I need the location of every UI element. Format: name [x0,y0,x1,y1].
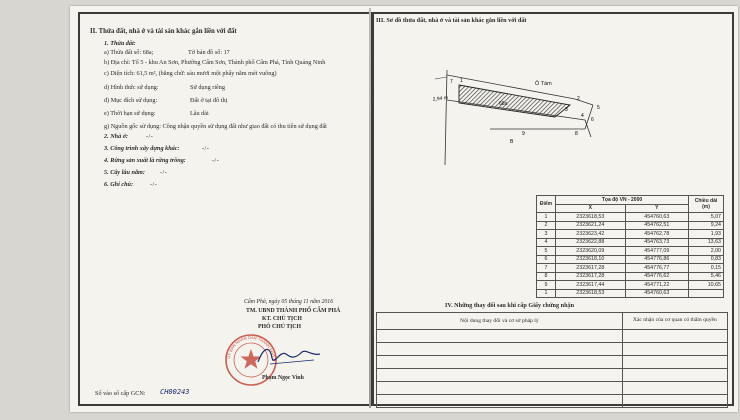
other-works-value: -/- [202,145,210,152]
col-x: X [556,204,626,213]
vertex-label: 7 [450,79,453,85]
svg-text:ỦY BAN NHÂN DÂN THÀNH PHỐ CẨM: ỦY BAN NHÂN DÂN THÀNH PHỐ C [226,334,277,362]
vertex-label: B [510,139,514,145]
signing-title: PHÓ CHỦ TỊCH [258,324,302,330]
distance-header: Chiều dài (m) [689,196,724,213]
parcel-heading: 1. Thửa đất: [104,40,136,47]
forest-heading: 4. Rừng sản xuất là rừng trồng: [104,157,186,164]
notes-heading: 6. Ghi chú: [104,181,134,188]
table-row: 1 2323618,53 454760,63 [537,289,724,298]
signing-place-date: Cẩm Phả, ngày 05 tháng 11 năm 2016 [244,299,334,305]
table-row [377,343,728,356]
table-row [377,330,728,343]
table-row: 7 2323617,28 454776,77 0,15 [537,264,724,273]
parcel-polygon [459,85,570,117]
vertex-label: 8 [575,131,578,137]
scale-label: 2,94 m [432,94,449,103]
page-fold [369,8,371,408]
col-y: Y [625,204,688,213]
duration-value: Lâu dài [190,110,209,117]
book-entry-label: Số vào sổ cấp GCN: [95,390,146,397]
land-origin: g) Nguồn gốc sử dụng: Công nhận quyền sử dụng đất như giao đất có thu tiền sử dụng đất [104,123,327,130]
usage-form-label: d) Hình thức sử dụng: [104,84,159,91]
col-point: Điểm [537,196,556,213]
house-heading: 2. Nhà ở: [104,133,129,140]
purpose-value: Đất ở tại đô thị [190,97,228,104]
usage-form-value: Sử dụng riêng [190,84,225,91]
purpose-label: đ) Mục đích sử dụng: [104,97,158,104]
parcel-area: c) Diện tích: 61,5 m², (bằng chữ: sáu mươi một phẩy năm mét vuông) [104,70,277,77]
changes-content-header: Nội dung thay đổi và cơ sở pháp lý [377,313,623,330]
perennial-value: -/- [160,169,168,176]
table-row [377,369,728,382]
parcel-number: a) Thửa đất số: 68a; [104,49,154,56]
perennial-heading: 5. Cây lâu năm: [104,169,145,176]
table-row [377,356,728,369]
vertex-label: 3 [565,107,568,113]
signing-organization: TM. UBND THÀNH PHỐ CẨM PHẢ [246,308,341,314]
signer-name: Phạm Ngọc Vinh [262,375,304,381]
road-label: Ô Tàm [535,81,552,87]
signature [250,340,330,370]
coord-system-header: Tọa độ VN - 2000 [556,196,689,205]
table-row [377,382,728,395]
table-row: 6 2323618,10 454776,86 0,83 [537,255,724,264]
parcel-label: 68a [499,101,508,107]
parcel-address: b) Địa chỉ: Tổ 5 - khu An Sơn, Phường Cẩm Sơn, Thành phố Cẩm Phả, Tỉnh Quảng Ninh [104,59,326,66]
signing-kt: KT. CHỦ TỊCH [262,316,302,322]
table-row [377,395,728,408]
table-row: 5 2323620,09 454777,09 2,00 [537,247,724,256]
section-2-title: II. Thửa đất, nhà ở và tài sản khác gắn liền với đất [90,28,237,35]
map-sheet-number: Tờ bản đồ số: 17 [188,49,230,56]
table-row: 3 2323623,42 454762,78 1,93 [537,230,724,239]
section-4-title: IV. Những thay đổi sau khi cấp Giấy chứng nhận [445,302,575,309]
table-row: 2 2323621,24 454762,51 9,24 [537,221,724,230]
vertex-label: 4 [581,113,584,119]
table-row: 9 2323617,44 454771,22 10,65 [537,281,724,290]
table-row: 4 2323622,88 454763,73 13,63 [537,238,724,247]
book-entry-value: CH00243 [160,388,190,396]
changes-confirm-header: Xác nhận của cơ quan có thẩm quyền [622,313,727,330]
vertex-label: 9 [522,131,525,137]
table-row: 1 2323618,53 454760,63 5,07 [537,213,724,222]
duration-label: e) Thời hạn sử dụng: [104,110,156,117]
table-row: 8 2323617,28 454776,62 5,46 [537,272,724,281]
vertex-label: 2 [577,96,580,102]
other-works-heading: 3. Công trình xây dựng khác: [104,145,180,152]
house-value: -/- [146,133,154,140]
vertex-label: 5 [597,105,600,111]
changes-table [376,312,728,408]
vertex-label: 6 [591,117,594,123]
notes-value: -/- [150,181,158,188]
coordinate-table [536,195,724,298]
parcel-sketch-map [425,45,615,165]
vertex-label: 1 [460,78,463,84]
forest-value: -/- [212,157,220,164]
section-3-title: III. Sơ đồ thửa đất, nhà ở và tài sản khác gắn liền với đất [376,17,527,24]
